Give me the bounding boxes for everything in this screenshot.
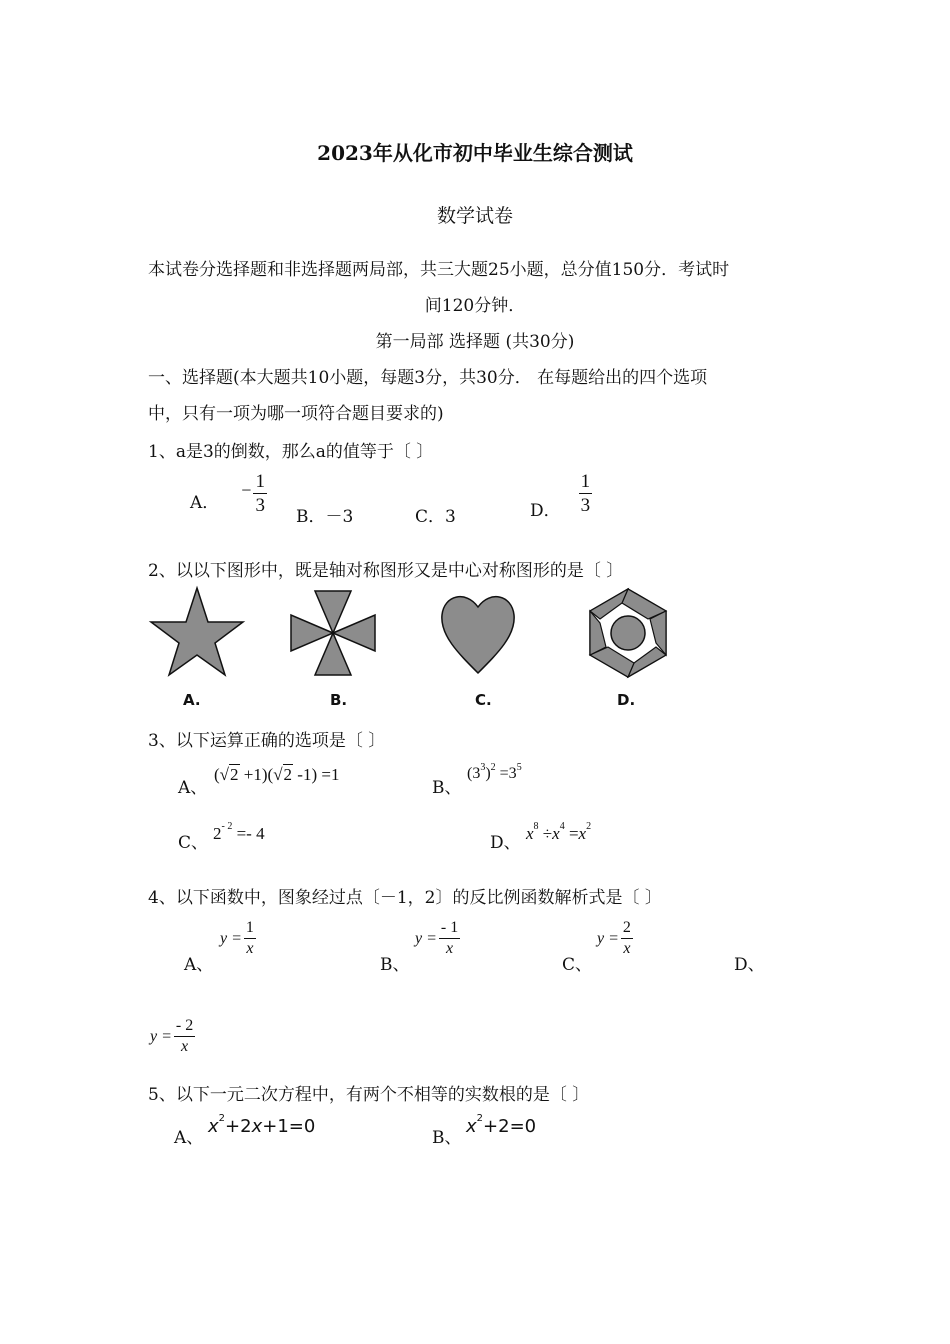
q3-d-x: x <box>578 824 587 843</box>
q4-a-expr <box>220 920 256 957</box>
q5-a-label: A、 <box>174 1128 204 1148</box>
q4-y-eq: y = <box>150 1027 172 1045</box>
heart-icon <box>442 597 514 673</box>
q4-a-label: A、 <box>184 955 214 975</box>
q2-label-d: D. <box>617 691 636 709</box>
q4-d-num: - 2 <box>174 1018 195 1037</box>
q1-option-a <box>190 472 267 515</box>
q4-d-expr <box>150 1018 195 1055</box>
q1-a-label: A． <box>190 493 220 513</box>
q2-label-c: C. <box>475 691 492 709</box>
q3-b-expr <box>467 762 522 783</box>
q4-den: x <box>181 1038 189 1055</box>
q4-c-expr <box>597 920 633 957</box>
q1-a-den: 3 <box>255 495 265 516</box>
hexagon-ring-icon <box>590 589 666 677</box>
q2-figures <box>140 585 700 685</box>
q3-c-base: 2 <box>213 824 222 843</box>
q5-a-exp: 2 <box>218 1113 226 1124</box>
q1-option-b: B．－3 <box>296 507 354 527</box>
star-icon <box>151 588 243 675</box>
q3-a-part: -1) =1 <box>293 765 340 784</box>
q1-option-d <box>530 472 592 523</box>
sqrt-sign: √ <box>273 765 283 784</box>
q3-a-radicand: 2 <box>230 765 239 784</box>
q5-a-expr <box>208 1113 316 1137</box>
section-line-2: 中，只有一项为哪一项符合题目要求的) <box>148 404 444 424</box>
q5-b-expr <box>466 1113 537 1137</box>
q3-d-expr <box>526 821 592 844</box>
q5-a-x: x <box>251 1116 263 1137</box>
q4-a-num: 1 <box>244 920 256 939</box>
q4-b-expr <box>415 920 460 957</box>
q3-a-part: +1)( <box>239 765 274 784</box>
q1-a-num: 1 <box>255 471 265 492</box>
q4-y-eq: y = <box>220 929 242 947</box>
q3-a-label: A、 <box>178 778 208 798</box>
q4-den: x <box>246 940 254 957</box>
q3-d-exp: 8 <box>533 821 539 832</box>
q4-c-num: 2 <box>621 920 633 939</box>
part-title: 第一局部 选择题 (共30分) <box>375 332 575 352</box>
q3-d-label: D、 <box>490 833 521 853</box>
pinwheel-icon <box>291 591 375 675</box>
q1-d-fraction <box>579 472 593 515</box>
q5-b-x: x <box>466 1116 477 1137</box>
q3-d-x: x <box>552 824 560 843</box>
q1-option-c: C．3 <box>415 507 456 527</box>
q4-y-eq: y = <box>415 929 437 947</box>
q3-c-rhs: =- 4 <box>232 824 265 843</box>
exam-subtitle: 数学试卷 <box>436 205 513 227</box>
q4-stem: 4、以下函数中，图象经过点〔－1，2〕的反比例函数解析式是〔 〕 <box>148 888 662 908</box>
q5-a-x: x <box>208 1116 219 1137</box>
q4-b-num: - 1 <box>439 920 460 939</box>
q5-a-rest: +2 <box>225 1116 252 1137</box>
q3-b-base: (3 <box>467 765 481 782</box>
q2-stem: 2、以以下图形中，既是轴对称图形又是中心对称图形的是〔 〕 <box>148 561 624 581</box>
q3-stem: 3、以下运算正确的选项是〔 〕 <box>148 731 386 751</box>
q3-b-rhs-exp: 5 <box>516 762 522 773</box>
q5-stem: 5、以下一元二次方程中，有两个不相等的实数根的是〔 〕 <box>148 1085 590 1105</box>
intro-line-1: 本试卷分选择题和非选择题两局部，共三大题25小题，总分值150分．考试时 <box>148 260 730 280</box>
q3-b-rhs: =3 <box>495 765 517 782</box>
q5-a-rest: +1=0 <box>262 1116 316 1137</box>
q4-den: x <box>623 940 631 957</box>
q1-d-label: D． <box>530 501 561 521</box>
q3-d-exp: 4 <box>559 821 565 832</box>
q3-b-close: ) <box>485 765 491 782</box>
q3-c-label: C、 <box>178 833 209 853</box>
q3-c-expr <box>213 821 265 844</box>
q4-c-label: C、 <box>562 955 593 975</box>
q1-d-num: 1 <box>580 471 591 492</box>
q4-y-eq: y = <box>597 929 619 947</box>
q2-label-a: A. <box>183 691 201 709</box>
intro-line-2: 间120分钟． <box>424 296 526 316</box>
q1-a-sign: − <box>241 480 252 500</box>
q3-d-op: ÷ <box>538 824 553 843</box>
q4-b-label: B、 <box>380 955 410 975</box>
q4-d-label: D、 <box>734 955 765 975</box>
q5-b-rest: +2=0 <box>483 1116 537 1137</box>
q3-a-radicand: 2 <box>283 765 293 784</box>
q2-label-b: B. <box>330 691 348 709</box>
sqrt-sign: √ <box>219 765 230 784</box>
q1-a-fraction <box>253 472 267 515</box>
q3-d-exp: 2 <box>586 821 592 832</box>
q3-d-x: x <box>526 824 534 843</box>
q5-b-label: B、 <box>432 1128 462 1148</box>
q3-a-expr <box>214 765 339 785</box>
q3-b-label: B、 <box>432 778 462 798</box>
q5-b-exp: 2 <box>476 1113 484 1124</box>
q4-den: x <box>446 940 454 957</box>
section-line-1: 一、选择题(本大题共10小题，每题3分，共30分． 在每题给出的四个选项 <box>148 368 708 388</box>
q1-d-den: 3 <box>580 495 591 516</box>
exam-title: 2023年从化市初中毕业生综合测试 <box>317 141 633 165</box>
q3-a-part: ( <box>214 765 220 784</box>
q1-stem: 1、a是3的倒数，那么a的值等于〔 〕 <box>148 442 434 462</box>
q3-c-exp: - 2 <box>221 821 233 832</box>
q3-d-eq: = <box>564 824 579 843</box>
q3-b-inner-exp: 3 <box>480 762 486 773</box>
q3-b-outer-exp: 2 <box>490 762 496 773</box>
